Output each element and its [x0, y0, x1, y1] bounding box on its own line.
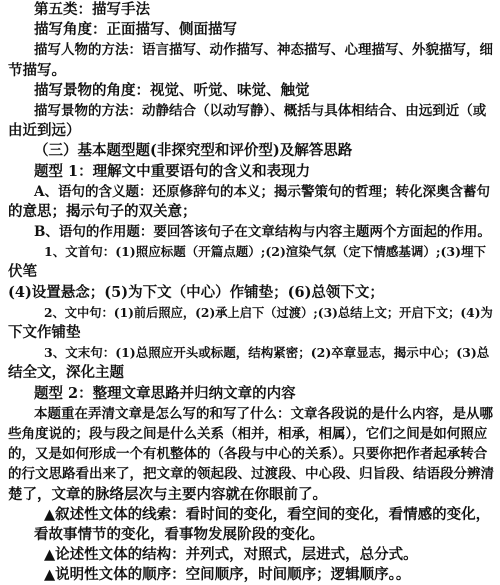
- text-line: 些角度说的；段与段之间是什么关系（相并，相承，相属），它们之间是如何照应: [8, 425, 488, 442]
- subsection-heading: （三）基本题型题(非探究型和评价型)及解答思路: [34, 142, 353, 160]
- text-line: 描写人物的方法：语言描写、动作描写、神态描写、心理描写、外貌描写，细: [34, 42, 493, 59]
- question-type-heading: 题型 1：理解文中重要语句的含义和表现力: [34, 162, 311, 180]
- text-line: 的行文思路看出来了，把文章的领起段、过渡段、中心段、归旨段、结语段分辨清: [8, 466, 494, 483]
- text-line: 2、文中句：(1)前后照应，(2)承上启下（过渡）;(3)总结上文；开启下文；(4)为: [44, 304, 493, 320]
- text-line: 描写景物的角度：视觉、听觉、味觉、触觉: [34, 81, 310, 99]
- text-line: 伏笔: [8, 263, 37, 281]
- text-line: 下文作铺垫: [8, 324, 81, 341]
- bullet-line: ▲叙述性文体的线索：看时间的变化，看空间的变化，看情感的变化，: [44, 505, 491, 523]
- text-line: (4)设置悬念；(5)为下文（中心）作铺垫；(6)总领下文；: [8, 283, 384, 301]
- text-line: 的，又是如何形成一个有机整体的（各段与中心的关系）。只要你把作者起承转合: [8, 446, 488, 463]
- text-line: 楚了，文章的脉络层次与主要内容就在你眼前了。: [8, 485, 327, 503]
- bullet-line: ▲论述性文体的结构：并列式，对照式，层进式，总分式。: [44, 546, 418, 564]
- text-line: 描写景物的方法：动静结合（以动写静）、概括与具体相结合、由远到近（或: [34, 102, 487, 119]
- text-line: 描写角度：正面描写、侧面描写: [34, 21, 237, 39]
- question-type-heading: 题型 2：整理文章思路并归纳文章的内容: [34, 384, 296, 402]
- text-line: 3、文末句：(1)总照应开头或标题，结构紧密；(2)卒章显志，揭示中心；(3)总: [44, 345, 490, 361]
- text-line: 结全文，深化主题: [8, 364, 124, 382]
- text-line: 节描写。: [8, 61, 66, 79]
- bullet-line: ▲说明性文体的顺序：空间顺序，时间顺序；逻辑顺序。。: [44, 566, 411, 584]
- text-line: 看故事情节的变化，看事物发展阶段的变化。: [34, 525, 324, 543]
- text-line: A、语句的含义题：还原修辞句的本义；揭示警策句的哲理；转化深奥含蓄句: [34, 183, 490, 200]
- text-line: 的意思；揭示句子的双关意；: [8, 202, 197, 220]
- text-line: 本题重在弄清文章是怎么写的和写了什么：文章各段说的是什么内容，是从哪: [34, 405, 493, 422]
- text-line: 由近到远）: [8, 122, 81, 140]
- text-line: B、语句的作用题：要回答该句子在文章结构与内容主题两个方面起的作用。: [34, 224, 491, 241]
- section-heading: 第五类：描写手法: [34, 1, 150, 18]
- text-line: 1、文首句：(1)照应标题（开篇点题）;(2)渲染气氛（定下情感基调）;(3)埋下: [44, 244, 487, 260]
